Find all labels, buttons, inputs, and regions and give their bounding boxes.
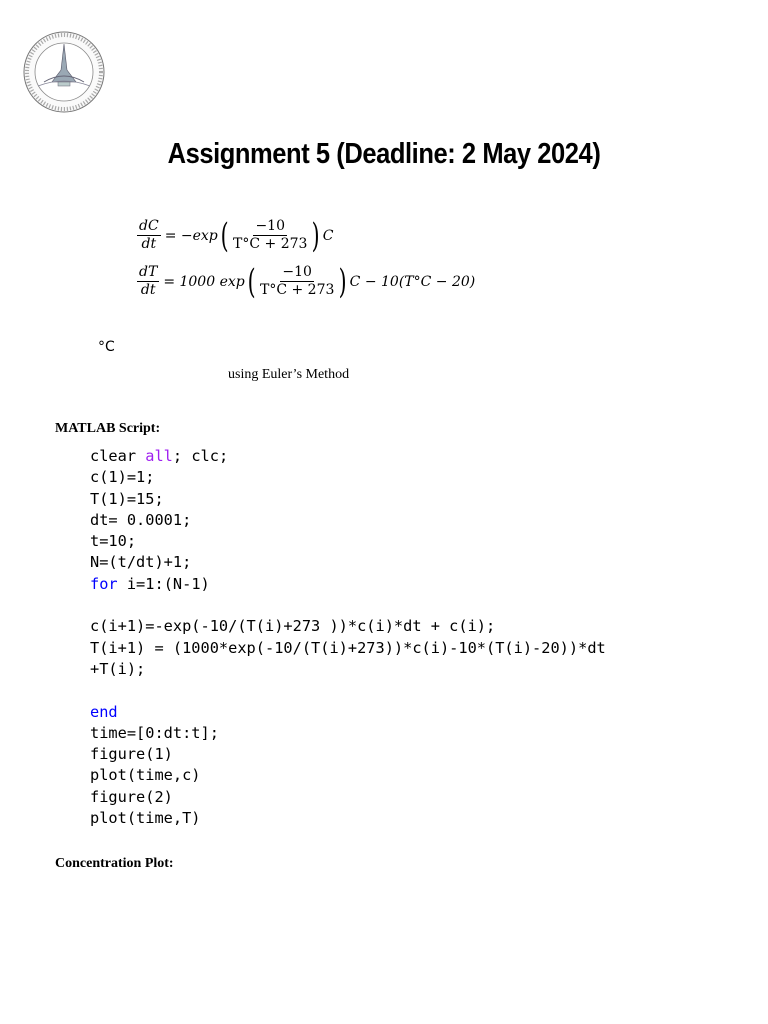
equation-concentration bbox=[135, 215, 334, 256]
exp-fraction bbox=[231, 218, 309, 253]
page-title: Assignment 5 (Deadline: 2 May 2024) bbox=[167, 138, 601, 170]
code-line: T(1)=15; bbox=[90, 489, 164, 508]
fraction-numerator: −10 bbox=[282, 264, 312, 280]
left-paren: ( bbox=[247, 261, 256, 302]
code-line: N=(t/dt)+1; bbox=[90, 553, 192, 572]
code-line: plot(time,c) bbox=[90, 766, 201, 785]
fraction-numerator: −10 bbox=[255, 218, 285, 234]
code-line: c(i+1)=-exp(-10/(T(i)+273 ))*c(i)*dt + c(i); bbox=[90, 617, 496, 636]
keyword: for bbox=[90, 574, 118, 593]
code-line: time=[0:dt:t]; bbox=[90, 723, 219, 742]
fraction-denominator: dt bbox=[140, 282, 156, 298]
matlab-code-block bbox=[90, 446, 606, 829]
lhs-fraction bbox=[137, 264, 159, 299]
code-line: for i=1:(N-1) bbox=[90, 574, 210, 593]
fraction-numerator: dT bbox=[139, 264, 158, 280]
code-line: t=10; bbox=[90, 532, 137, 551]
code-line: T(i+1) = (1000*exp(-10/(T(i)+273))*c(i)-10*(T(i)-20))*dt bbox=[90, 638, 606, 657]
code-line: dt= 0.0001; bbox=[90, 510, 192, 529]
degree-celsius-symbol: °C bbox=[98, 339, 115, 355]
fraction-denominator: dt bbox=[141, 236, 157, 252]
fraction-denominator: T°C + 273 bbox=[233, 236, 308, 252]
code-line: plot(time,T) bbox=[90, 809, 201, 828]
rhs-prefix: = 1000 exp bbox=[163, 273, 245, 290]
matlab-script-heading: MATLAB Script: bbox=[55, 421, 161, 436]
code-line bbox=[90, 703, 118, 721]
left-paren: ( bbox=[220, 215, 229, 256]
exp-fraction bbox=[258, 264, 336, 299]
code-line: +T(i); bbox=[90, 659, 146, 678]
rhs-suffix: C bbox=[322, 227, 334, 244]
lhs-fraction bbox=[137, 218, 161, 253]
method-text: using Euler’s Method bbox=[228, 367, 350, 382]
keyword: all bbox=[145, 447, 173, 465]
rhs-prefix: = −exp bbox=[164, 227, 218, 244]
concentration-plot-heading: Concentration Plot: bbox=[55, 856, 174, 871]
code-line: figure(2) bbox=[90, 787, 173, 806]
institute-seal-logo bbox=[22, 30, 106, 114]
rhs-suffix: C − 10(T°C − 20) bbox=[349, 273, 476, 290]
fraction-numerator: dC bbox=[139, 218, 159, 234]
code-line: clear all; clc; bbox=[90, 447, 229, 465]
fraction-denominator: T°C + 273 bbox=[259, 282, 335, 298]
code-line: c(1)=1; bbox=[90, 468, 155, 487]
keyword: end bbox=[90, 702, 118, 721]
code-line: figure(1) bbox=[90, 745, 173, 764]
right-paren: ) bbox=[312, 215, 321, 256]
equation-temperature bbox=[135, 261, 476, 302]
right-paren: ) bbox=[339, 261, 348, 302]
